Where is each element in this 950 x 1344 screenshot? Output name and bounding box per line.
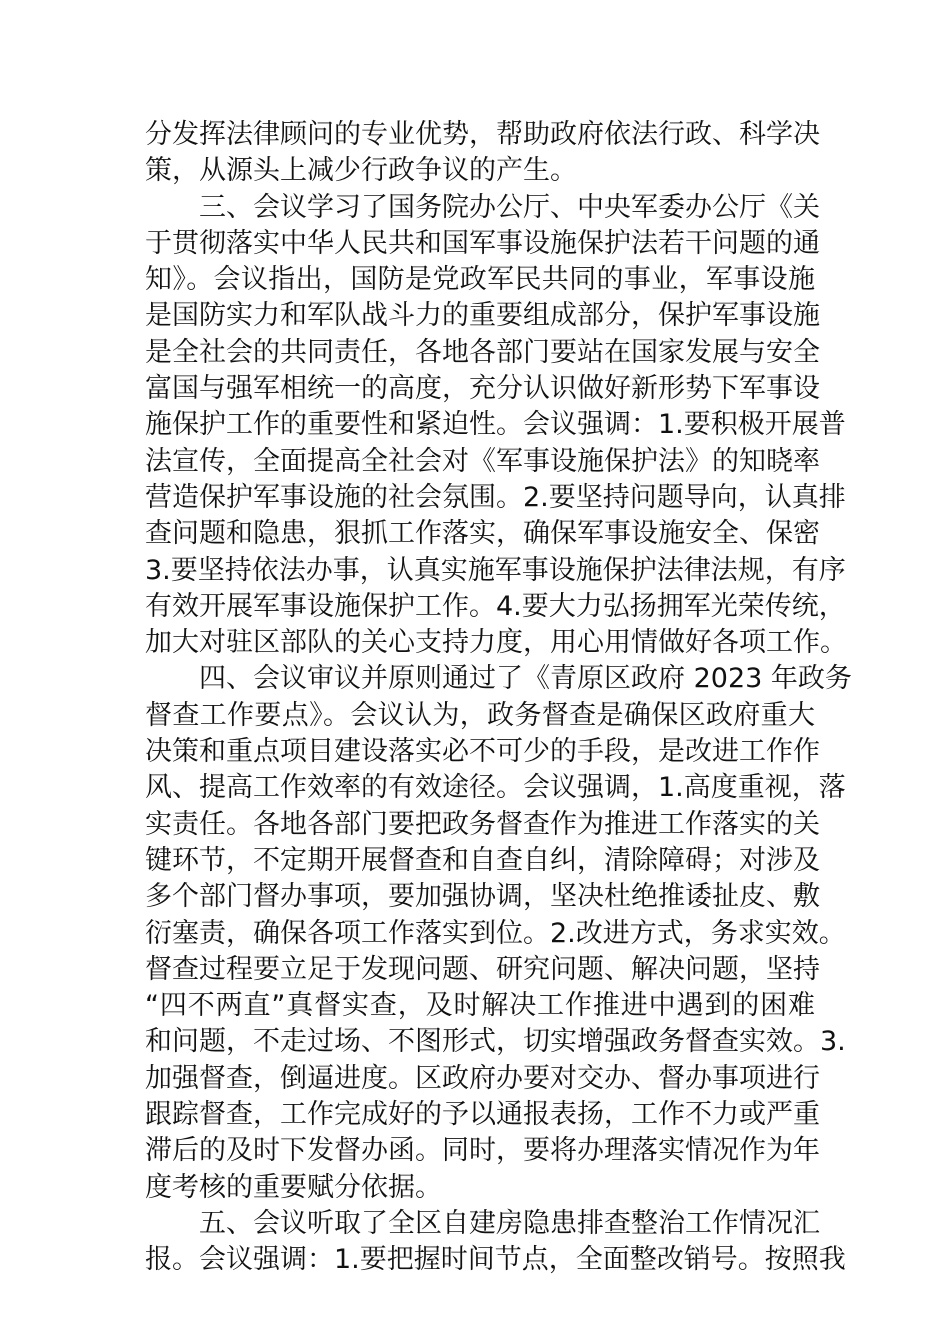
- text-line: 键环节，不定期开展督查和自查自纠，清除障碍；对涉及: [145, 844, 820, 876]
- text-line: 3.要坚持依法办事，认真实施军事设施保护法律法规，有序: [145, 554, 846, 586]
- text-line: 跟踪督查，工作完成好的予以通报表扬，工作不力或严重: [145, 1099, 820, 1131]
- text-line: 风、提高工作效率的有效途径。会议强调，1.高度重视，落: [145, 772, 846, 804]
- text-line: 知》。会议指出，国防是党政军民共同的事业，军事设施: [145, 264, 815, 296]
- text-line: 法宣传，全面提高全社会对《军事设施保护法》的知晓率: [145, 445, 820, 477]
- text-line: 有效开展军事设施保护工作。4.要大力弘扬拥军光荣传统，: [145, 590, 846, 622]
- text-line: 督查过程要立足于发现问题、研究问题、解决问题，坚持: [145, 953, 820, 985]
- document-body-text: [145, 117, 852, 1279]
- text-line: 三、会议学习了国务院办公厅、中央军委办公厅《关: [199, 191, 820, 223]
- text-line: 加大对驻区部队的关心支持力度，用心用情做好各项工作。: [145, 627, 847, 659]
- text-line: 是全社会的共同责任，各地各部门要站在国家发展与安全: [145, 336, 820, 368]
- text-line: 督查工作要点》。会议认为，政务督查是确保区政府重大: [145, 699, 815, 731]
- text-line: 策，从源头上减少行政争议的产生。: [145, 155, 577, 187]
- text-line: 和问题，不走过场、不图形式，切实增强政务督查实效。3.: [145, 1026, 846, 1058]
- text-line: 查问题和隐患，狠抓工作落实，确保军事设施安全、保密: [145, 518, 820, 550]
- text-line: 四、会议审议并原则通过了《青原区政府 2023 年政务: [199, 663, 852, 695]
- text-line: 决策和重点项目建设落实必不可少的手段，是改进工作作: [145, 736, 820, 768]
- text-line: 衍塞责，确保各项工作落实到位。2.改进方式，务求实效。: [145, 917, 846, 949]
- text-line: 报。会议强调：1.要把握时间节点，全面整改销号。按照我: [145, 1244, 846, 1276]
- text-line: 施保护工作的重要性和紧迫性。会议强调：1.要积极开展普: [145, 409, 846, 441]
- text-line: 滞后的及时下发督办函。同时，要将办理落实情况作为年: [145, 1135, 820, 1167]
- text-line: 多个部门督办事项，要加强协调，坚决杜绝推诿扯皮、敷: [145, 881, 820, 913]
- text-line: 于贯彻落实中华人民共和国军事设施保护法若干问题的通: [145, 227, 820, 259]
- text-line: 分发挥法律顾问的专业优势，帮助政府依法行政、科学决: [145, 119, 820, 150]
- text-line: 加强督查，倒逼进度。区政府办要对交办、督办事项进行: [145, 1062, 820, 1094]
- text-line: 实责任。各地各部门要把政务督查作为推进工作落实的关: [145, 808, 820, 840]
- text-line: 富国与强军相统一的高度，充分认识做好新形势下军事设: [145, 373, 820, 405]
- text-line: 五、会议听取了全区自建房隐患排查整治工作情况汇: [199, 1207, 820, 1239]
- text-line: 度考核的重要赋分依据。: [145, 1171, 442, 1203]
- text-line: 营造保护军事设施的社会氛围。2.要坚持问题导向，认真排: [145, 481, 846, 513]
- text-line: “四不两直”真督实查，及时解决工作推进中遇到的困难: [145, 990, 815, 1022]
- text-line: 是国防实力和军队战斗力的重要组成部分，保护军事设施: [145, 300, 820, 332]
